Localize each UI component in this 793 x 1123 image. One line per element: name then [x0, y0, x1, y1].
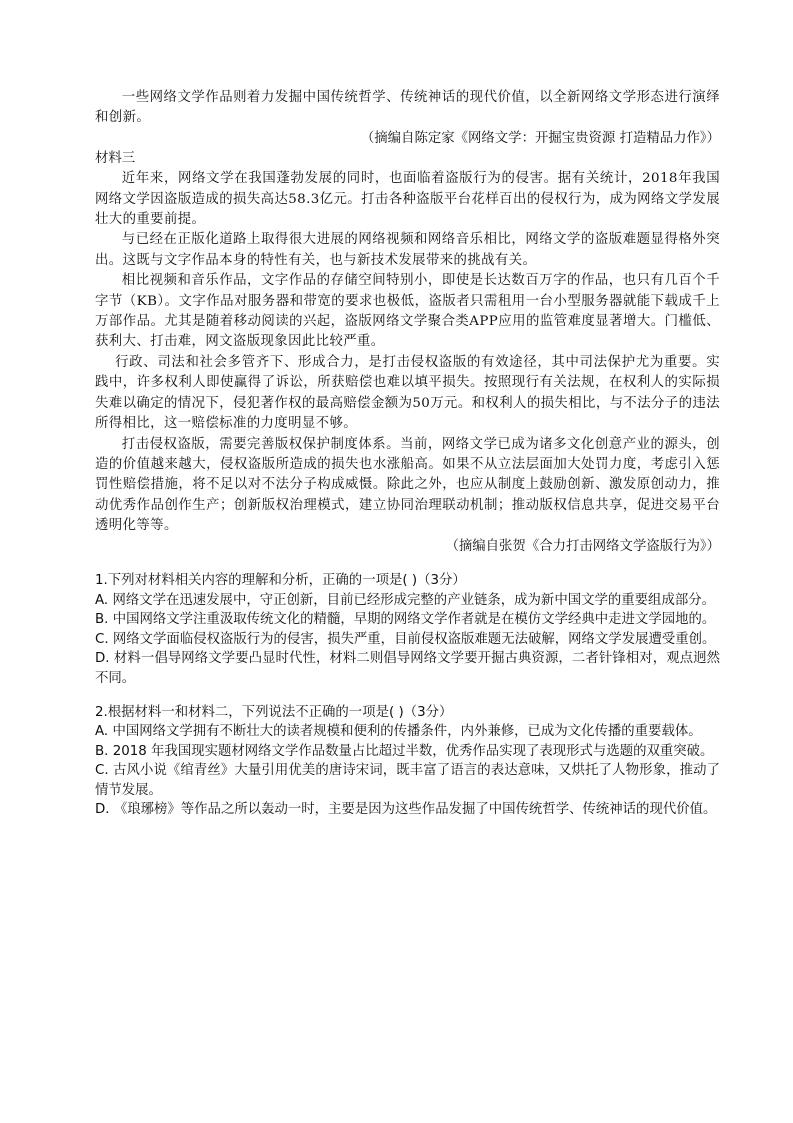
question-2-option-d: D. 《琅琊榜》等作品之所以轰动一时，主要是因为这些作品发掘了中国传统哲学、传统神话的现代价值。 — [95, 802, 717, 818]
material3-heading: 材料三 — [95, 151, 136, 167]
questions-section — [95, 571, 720, 820]
material3-paragraph-1: 近年来，网络文学在我国蓬勃发展的同时，也面临着盗版行为的侵害。据有关统计，2018年我国网络文学因盗版造成的损失高达58.3亿元。打击各种盗版平台花样百出的侵权行为，成为网络文学发展壮大的重要前提。 — [95, 171, 720, 228]
question-1-option-c: C. 网络文学面临侵权盗版行为的侵害，损失严重，目前侵权盗版难题无法破解，网络文学发展遭受重创。 — [95, 631, 716, 647]
question-2-option-c: C. 古风小说《绾青丝》大量引用优美的唐诗宋词，既丰富了语言的表达意味，又烘托了人物形象，推动了情节发展。 — [95, 763, 720, 798]
material3-paragraph-5: 打击侵权盗版，需要完善版权保护制度体系。当前，网络文学已成为诸多文化创意产业的源头，创造的价值越来越大，侵权盗版所造成的损失也水涨船高。如果不从立法层面加大处罚力度，考虑引入惩罚性赔偿措施，将不足以对不法分子构成威慑。除此之外，也应从制度上鼓励创新、激发原创动力，推动优秀作品创作生产；创新版权治理模式，建立协同治理联动机制；推动版权信息共享，促进交易平台透明化等等。 — [95, 436, 720, 534]
question-1-option-b: B. 中国网络文学注重汲取传统文化的精髓，早期的网络文学作者就是在模仿文学经典中走进文学园地的。 — [95, 612, 716, 628]
material3-source: （摘编自张贺《合力打击网络文学盗版行为》） — [445, 538, 720, 554]
question-2 — [95, 703, 720, 821]
intro-source: （摘编自陈定家《网络文学：开掘宝贵资源 打造精品力作》） — [360, 130, 720, 146]
intro-paragraph: 一些网络文学作品则着力发掘中国传统哲学、传统神话的现代价值，以全新网络文学形态进行演绎和创新。 — [95, 90, 720, 126]
question-1-option-d: D. 材料一倡导网络文学要凸显时代性，材料二则倡导网络文学要开掘古典资源，二者针锋相对，观点迥然不同。 — [95, 651, 720, 686]
material3-paragraph-2: 与已经在正版化道路上取得很大进展的网络视频和网络音乐相比，网络文学的盗版难题显得格外突出。这既与文字作品本身的特性有关，也与新技术发展带来的挑战有关。 — [95, 232, 720, 268]
question-2-option-a: A. 中国网络文学拥有不断壮大的读者规模和便利的传播条件，内外兼修，已成为文化传播的重要载体。 — [95, 724, 702, 740]
question-1-stem: 1.下列对材料相关内容的理解和分析，正确的一项是( )（3分） — [95, 572, 466, 588]
material3-paragraph-3: 相比视频和音乐作品，文字作品的存储空间特别小，即使是长达数百万字的作品，也只有几百个千字节（KB）。文字作品对服务器和带宽的要求也极低，盗版者只需租用一台小型服务器就能下载成千上万部作品。尤其是随着移动阅读的兴起，盗版网络文学聚合类APP应用的监管难度显著增大。门槛低、获利大、打击难，网文盗版现象因此比较严重。 — [95, 273, 720, 350]
question-2-stem: 2.根据材料一和材料二，下列说法不正确的一项是( )（3分） — [95, 704, 453, 720]
document-page — [95, 88, 720, 834]
question-1 — [95, 571, 720, 689]
question-1-option-a: A. 网络文学在迅速发展中，守正创新，目前已经形成完整的产业链条，成为新中国文学的重要组成部分。 — [95, 592, 716, 608]
question-2-option-b: B. 2018 年我国现实题材网络文学作品数量占比超过半数，优秀作品实现了表现形式与选题的双重突破。 — [95, 743, 714, 759]
material3-paragraph-4: 行政、司法和社会多管齐下、形成合力，是打击侵权盗版的有效途径，其中司法保护尤为重要。实践中，许多权利人即使赢得了诉讼，所获赔偿也难以填平损失。按照现行有关法规，在权利人的实际损失难以确定的情况下，侵犯著作权的最高赔偿金额为50万元。和权利人的损失相比，与不法分子的违法所得相比，这一赔偿标准的力度明显不够。 — [95, 354, 720, 432]
